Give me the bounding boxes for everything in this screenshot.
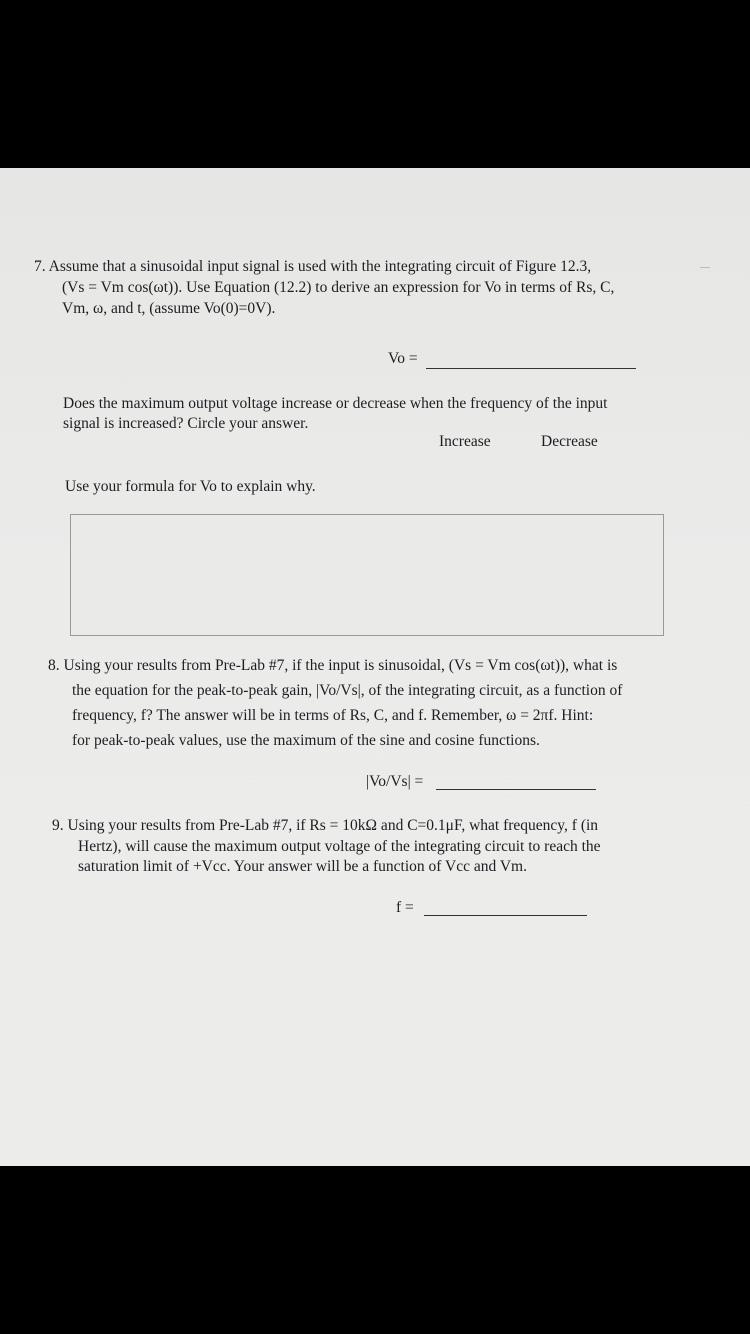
margin-mark [700,267,710,268]
choice-decrease[interactable]: Decrease [541,433,598,450]
q7-question-line-2: signal is increased? Circle your answer. [63,415,309,432]
q9-line-3: saturation limit of +Vcc. Your answer will be a function of Vcc and Vm. [78,858,527,875]
choice-increase[interactable]: Increase [439,433,491,450]
q9-line-1: 9. Using your results from Pre-Lab #7, if Rs = 10kΩ and C=0.1μF, what frequency, f (in [52,817,599,834]
q7-question-line-1: Does the maximum output voltage increase or decrease when the frequency of the input [63,395,608,412]
q9-answer-label: f = [396,899,414,916]
q7-answer-blank[interactable] [426,368,636,369]
q8-line-2: the equation for the peak-to-peak gain, |Vo/Vs|, of the integrating circuit, as a function of [72,682,623,699]
q8-line-4: for peak-to-peak values, use the maximum of the sine and cosine functions. [72,732,540,749]
q7-line-3: Vm, ω, and t, (assume Vo(0)=0V). [62,300,276,317]
q7-line-2: (Vs = Vm cos(ωt)). Use Equation (12.2) to derive an expression for Vo in terms of Rs, C, [62,279,615,296]
q7-line-1: 7. Assume that a sinusoidal input signal is used with the integrating circuit of Figure 12.3, [34,258,592,275]
q7-answer-label: Vo = [388,350,418,367]
q8-line-3: frequency, f? The answer will be in terms of Rs, C, and f. Remember, ω = 2πf. Hint: [72,707,594,724]
q9-line-2: Hertz), will cause the maximum output voltage of the integrating circuit to reach the [78,838,601,855]
worksheet-page [0,168,750,1166]
explanation-answer-box[interactable] [70,514,664,636]
q8-line-1: 8. Using your results from Pre-Lab #7, if the input is sinusoidal, (Vs = Vm cos(ωt)), what is [48,657,618,674]
q8-answer-label: |Vo/Vs| = [366,773,424,790]
q8-answer-blank[interactable] [436,789,596,790]
q9-answer-blank[interactable] [424,915,587,916]
q7-explain-prompt: Use your formula for Vo to explain why. [65,478,316,495]
